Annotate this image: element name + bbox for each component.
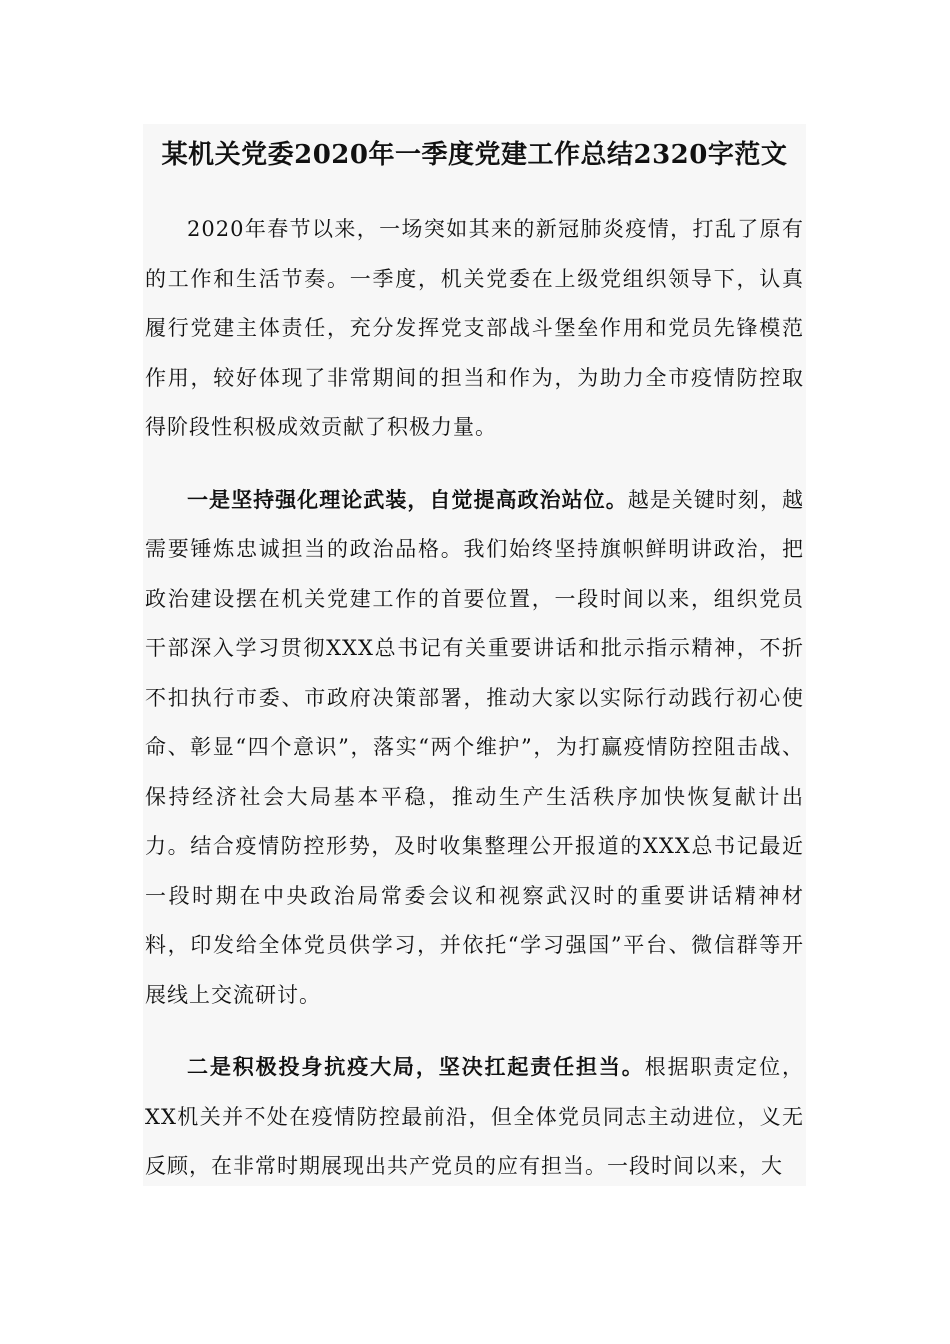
document-title: 某机关党委2020年一季度党建工作总结2320字范文 [161,140,788,170]
paragraph-intro-text: 2020年春节以来，一场突如其来的新冠肺炎疫情，打乱了原有的工作和生活节奏。一季度，机关党委在上级党组织领导下，认真履行党建主体责任，充分发挥党支部战斗堡垒作用和党员先锋模范作用，较好体现了非常期间的担当和作为，为助力全市疫情防控取得阶段性积极成效贡献了积极力量。 [145,217,804,439]
section-1-text: 越是关键时刻，越需要锤炼忠诚担当的政治品格。我们始终坚持旗帜鲜明讲政治，把政治建设摆在机关党建工作的首要位置，一段时间以来，组织党员干部深入学习贯彻XXX总书记有关重要讲话和批示指示精神，不折不扣执行市委、市政府决策部署，推动大家以实际行动践行初心使命、彰显“四个意识”，落实“两个维护”，为打赢疫情防控阻击战、保持经济社会大局基本平稳，推动生产生活秩序加快恢复献计出力。结合疫情防控形势，及时收集整理公开报道的XXX总书记最近一段时期在中央政治局常委会议和视察武汉时的重要讲话精神材料，印发给全体党员供学习，并依托“学习强国”平台、微信群等开展线上交流研讨。 [145,487,805,1007]
section-2-text: 根据职责定位，XX机关并不处在疫情防控最前沿，但全体党员同志主动进位，义无反顾，在非常时期展现出共产党员的应有担当。一段时间以来，大 [145,1055,805,1178]
section-2-heading: 二是积极投身抗疫大局，坚决扛起责任担当。 [187,1054,645,1079]
section-1-heading: 一是坚持强化理论武装，自觉提高政治站位。 [187,486,628,512]
document-body [143,124,806,1186]
paragraph-section-2 [143,1042,806,1186]
paragraph-intro [143,205,806,453]
paragraph-section-1 [143,475,806,1021]
